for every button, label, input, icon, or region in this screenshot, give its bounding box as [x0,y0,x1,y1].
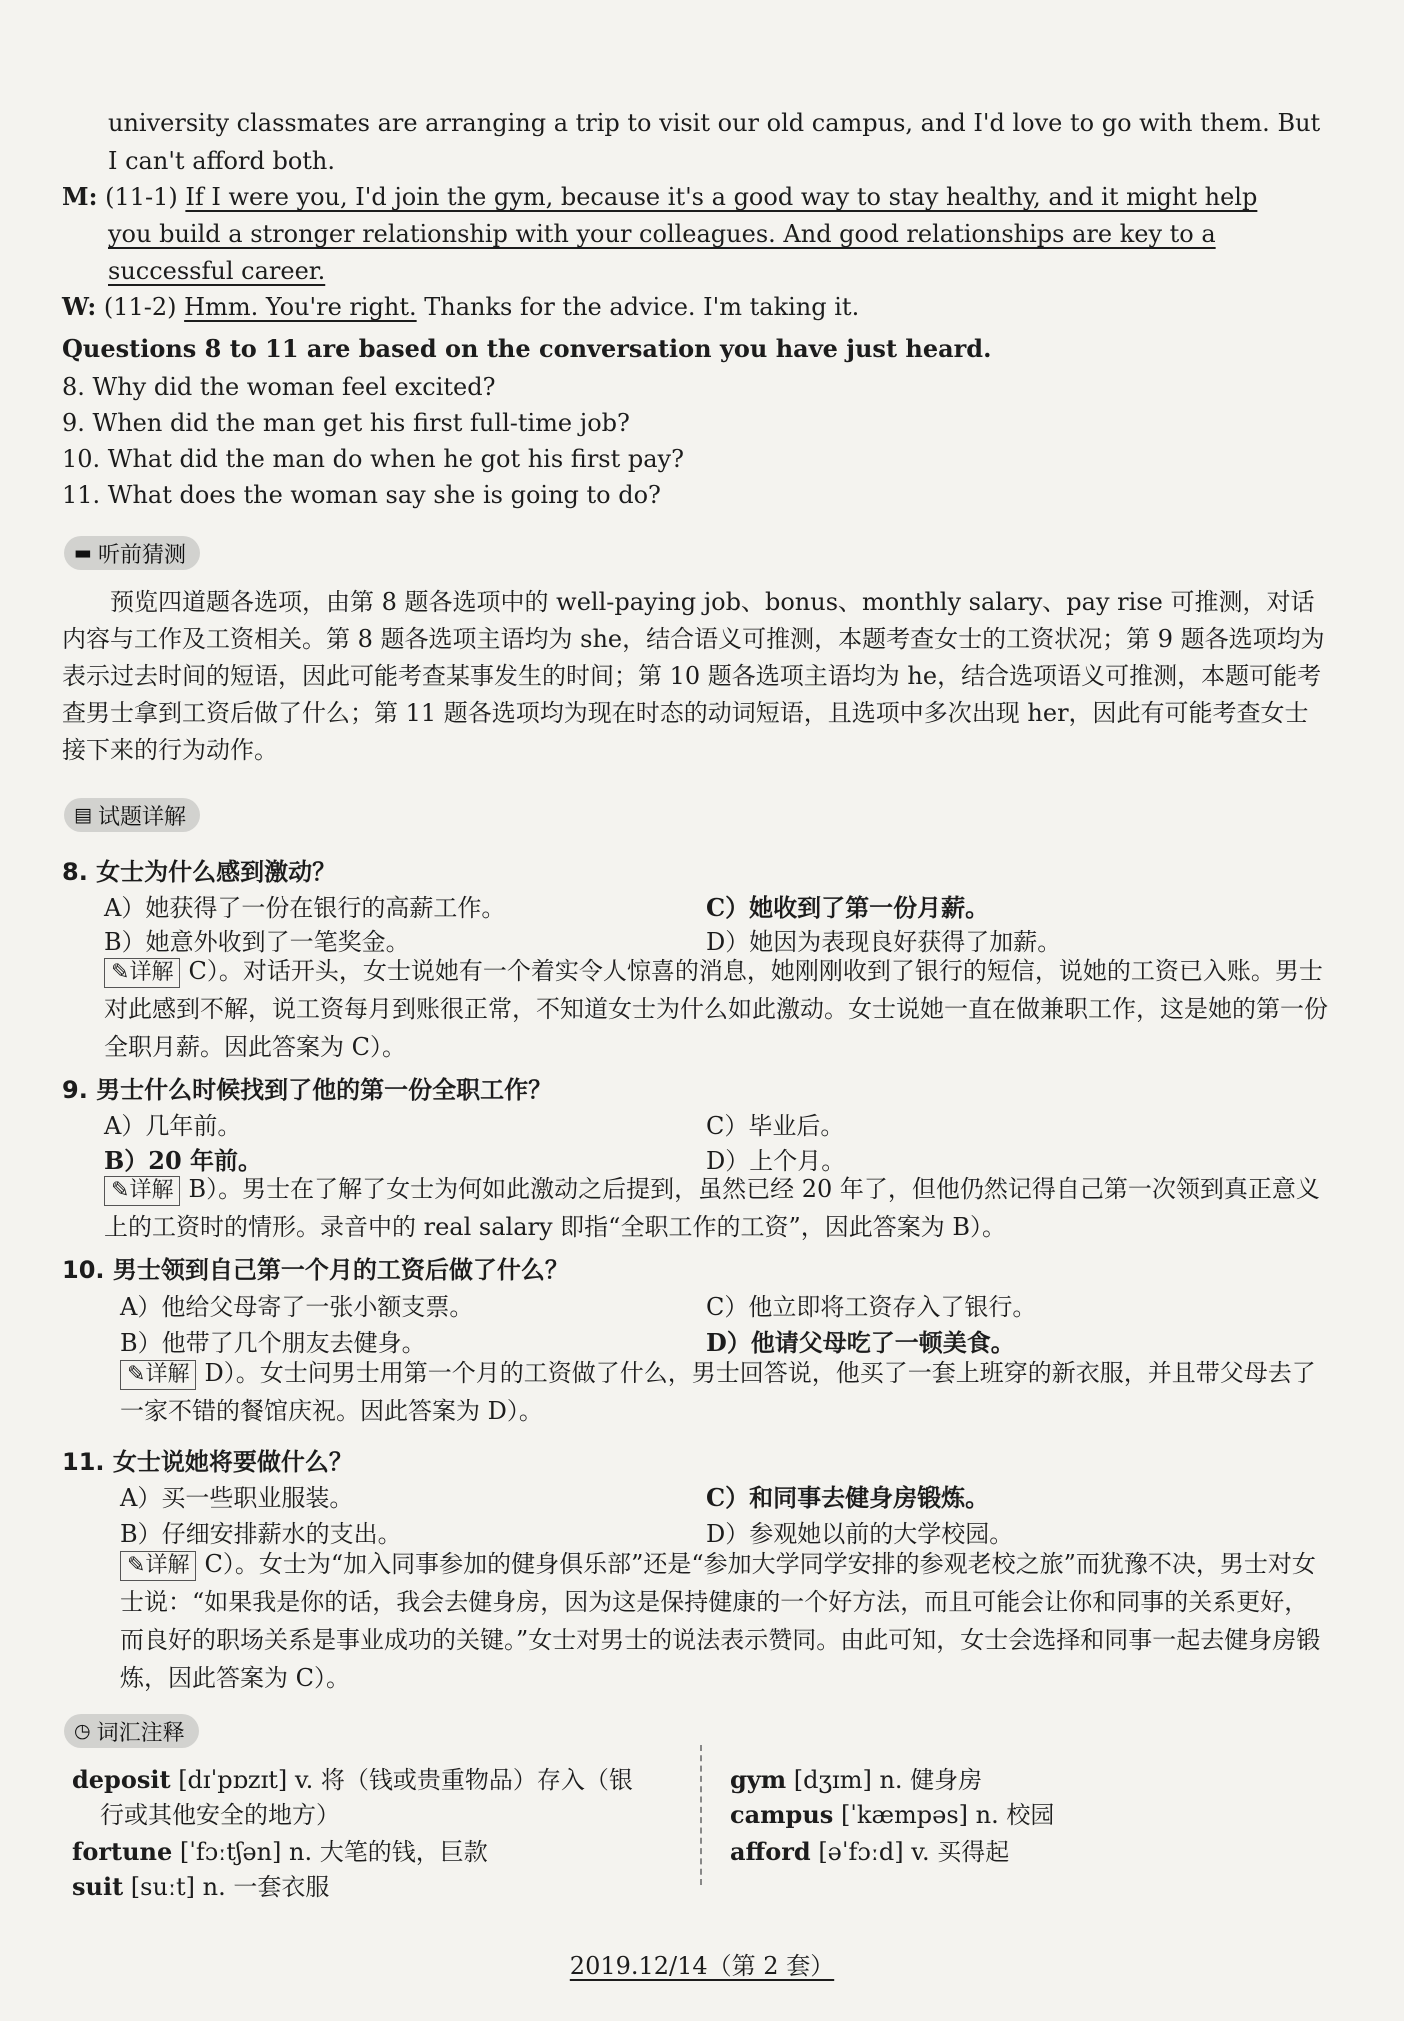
option-c: C）和同事去健身房锻炼。 [706,1483,990,1512]
explanation-text: D）。女士问男士用第一个月的工资做了什么，男士回答说，他买了一套上班穿的新衣服，并且带父母去了一家不错的餐馆庆祝。因此答案为 D）。 [120,1359,1316,1425]
vocab-entry [730,1797,1054,1833]
speaker-label: M: [62,182,98,211]
explanation-text: C）。对话开头，女士说她有一个着实令人惊喜的消息，她刚刚收到了银行的短信，说她的工资已入账。男士对此感到不解，说工资每月到账很正常，不知道女士为什么如此激动。女士说她一直在做兼职工作，这是她的第一份全职月薪。因此答案为 C）。 [104,957,1328,1061]
vocab-word: campus [730,1800,834,1829]
badge-label: 详解 [145,1362,190,1387]
badge-label: 详解 [145,1553,190,1578]
section-title: 听前猜测 [97,542,186,568]
explanation-badge [104,1176,180,1206]
vocab-definition: [dʒɪm] n. 健身房 [786,1766,983,1794]
column-divider [700,1745,702,1885]
dialogue-line: successful career. [108,257,326,285]
explanation-text: C）。女士为“加入同事参加的健身俱乐部”还是“参加大学同学安排的参观老校之旅”而犹豫不决，男士对女士说：“如果我是你的话，我会去健身房，因为这是保持健康的一个好方法，而且可能会让你和同事的关系更好，而良好的职场关系是事业成功的关键。”女士对男士的说法表示赞同。由此可知，女士会选择和同事一起去健身房锻炼，因此答案为 C）。 [120,1550,1321,1692]
explanation [120,1545,1328,1697]
section-title: 词汇注释 [96,1720,185,1746]
audio-marker: (11-1) [105,183,178,211]
badge-label: 详解 [129,1178,174,1203]
vocab-definition: [ˈfɔːtʃən] n. 大笔的钱，巨款 [172,1838,488,1866]
dialogue-line: I can't afford both. [108,147,336,175]
question-item: 10. What did the man do when he got his first pay? [62,445,684,473]
option-c: C）毕业后。 [706,1112,845,1140]
dialogue-line: you build a stronger relationship with your colleagues. And good relationships are key to a [108,220,1216,248]
vocab-definition: 行或其他安全的地方） [100,1801,340,1829]
dialogue-text: Hmm. You're right. [184,293,417,321]
explanation [120,1354,1328,1430]
explanation-badge [104,958,180,988]
pencil-icon: ✎ [127,1553,146,1578]
pencil-icon: ✎ [111,1178,130,1203]
dialogue-text: If I were you, I'd join the gym, because it's a good way to stay healthy, and it might help [185,183,1258,211]
vocab-entry [72,1834,488,1870]
option-c: C）她收到了第一份月薪。 [706,893,990,922]
question-title: 8. 女士为什么感到激动？ [62,858,337,886]
vocab-entry [72,1869,329,1905]
question-item: 9. When did the man get his first full-time job? [62,409,630,437]
option-a: A）买一些职业服装。 [120,1484,354,1512]
vocab-definition: [ˈkæmpəs] n. 校园 [833,1801,1055,1829]
page-footer [0,1946,1404,1981]
vocab-definition: [suːt] n. 一套衣服 [123,1873,330,1901]
vocab-entry [72,1762,633,1798]
vocab-entry [730,1762,982,1798]
option-b: B）他带了几个朋友去健身。 [120,1329,426,1357]
option-d: D）参观她以前的大学校园。 [706,1520,1014,1548]
question-item: 11. What does the woman say she is going to do? [62,481,661,509]
vocab-word: gym [730,1765,787,1794]
option-d: D）他请父母吃了一顿美食。 [706,1328,1015,1357]
option-b: B）20 年前。 [104,1146,263,1175]
question-title: 11. 女士说她将要做什么？ [62,1448,353,1476]
option-a: A）他给父母寄了一张小额支票。 [120,1293,474,1321]
vocab-definition: [dɪˈpɒzɪt] v. 将（钱或贵重物品）存入（银 [170,1766,633,1794]
vocab-word: suit [72,1872,124,1901]
vocab-word: deposit [72,1765,171,1794]
section-tag-prelisten [64,536,200,570]
section-tag-vocab [64,1714,199,1748]
explanation [104,1170,1328,1246]
option-a: A）几年前。 [104,1112,242,1140]
pencil-icon: ✎ [127,1362,146,1387]
dialogue-line: university classmates are arranging a trip to visit our old campus, and I'd love to go with them. But [108,109,1321,137]
questions-header: Questions 8 to 11 are based on the conversation you have just heard. [62,334,992,363]
dialogue-text: Thanks for the advice. I'm taking it. [416,293,860,321]
vocab-entry [730,1834,1009,1870]
clock-icon: ◷ [74,1720,91,1742]
option-a: A）她获得了一份在银行的高薪工作。 [104,894,506,922]
section-tag-details [64,798,200,832]
speaker-label: W: [62,292,97,321]
option-d: D）上个月。 [706,1147,846,1175]
book-icon: ▤ [74,804,92,826]
vocab-word: afford [730,1837,811,1866]
section-title: 试题详解 [97,804,186,830]
vocab-entry [100,1797,340,1833]
badge-label: 详解 [129,960,174,985]
footer-label: 2019.12/14（第 2 套） [569,1952,835,1980]
vocab-definition: [əˈfɔːd] v. 买得起 [810,1838,1010,1866]
option-c: C）他立即将工资存入了银行。 [706,1293,1037,1321]
explanation-badge [120,1360,196,1390]
option-b: B）她意外收到了一笔奖金。 [104,928,410,956]
question-title: 10. 男士领到自己第一个月的工资后做了什么？ [62,1256,569,1284]
dialogue-man-line [62,180,1257,214]
option-b: B）仔细安排薪水的支出。 [120,1520,402,1548]
option-d: D）她因为表现良好获得了加薪。 [706,928,1062,956]
pencil-icon: ✎ [111,960,130,985]
prelisten-paragraph: 预览四道题各选项，由第 8 题各选项中的 well-paying job、bonus、monthly salary、pay rise 可推测，对话内容与工作及工资相关。第 8 题各选项主语均为 she，结合语义可推测，本题考查女士的工资状况；第 9 题各选项均为表示过去时间的短语，因此可能考查某事发生的时间；第 10 题各选项主语均为 he，结合选项语义可推测，本题可能考查男士拿到工资后做了什么；第 11 题各选项均为现在时态的动词短语，且选项中多次出现 her，因此有可能考查女士接下来的行为动作。 [62,588,1325,764]
audio-marker: (11-2) [103,293,177,321]
question-title: 9. 男士什么时候找到了他的第一份全职工作？ [62,1076,553,1104]
question-item: 8. Why did the woman feel excited? [62,373,496,401]
dialogue-woman-line [62,290,859,324]
folder-icon: ▬ [74,542,92,564]
vocab-word: fortune [72,1837,173,1866]
explanation [104,952,1328,1066]
explanation-text: B）。男士在了解了女士为何如此激动之后提到，虽然已经 20 年了，但他仍然记得自己第一次领到真正意义上的工资时的情形。录音中的 real salary 即指“全职工作的工资”，因此答案为 B）。 [104,1175,1320,1241]
explanation-badge [120,1551,196,1581]
